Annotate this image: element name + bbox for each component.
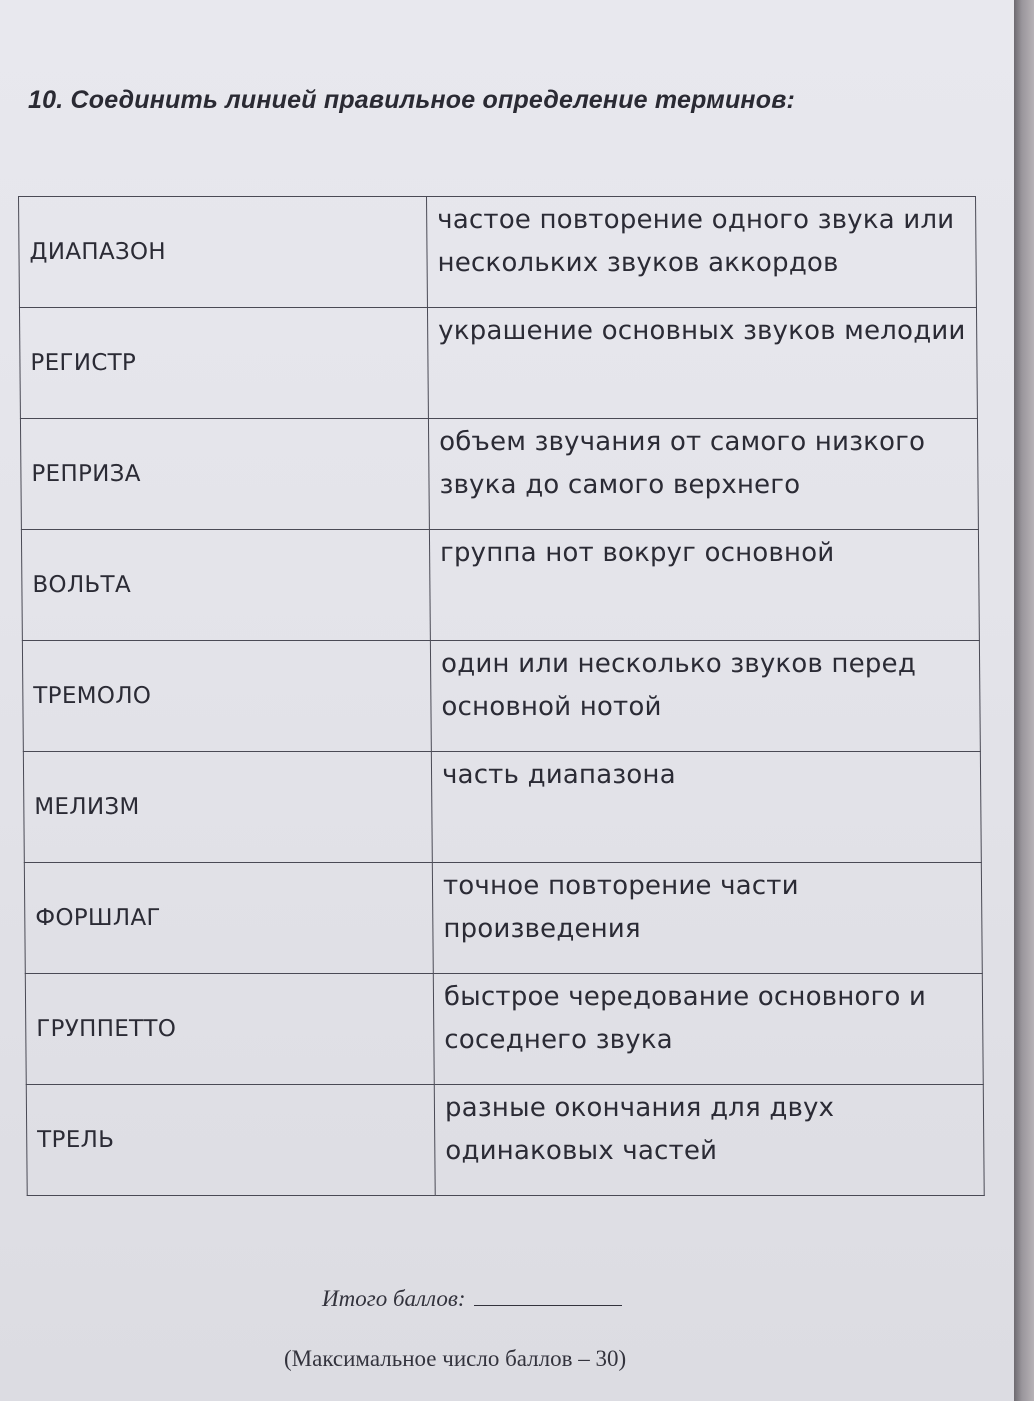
term-cell: РЕПРИЗА xyxy=(20,419,429,530)
task-heading: 10. Соединить линией правильное определение терминов: xyxy=(28,86,796,114)
table-row xyxy=(19,197,977,308)
definition-cell: объем звучания от самого низкого звука до самого верхнего xyxy=(428,419,978,530)
total-score-line xyxy=(322,1286,622,1312)
total-score-label: Итого баллов: xyxy=(322,1286,466,1311)
term-cell: ГРУППЕТТО xyxy=(25,974,434,1085)
term-cell: ТРЕМОЛО xyxy=(22,641,431,752)
table-row xyxy=(21,530,979,641)
table-row xyxy=(20,419,978,530)
table-row xyxy=(24,863,982,974)
definition-cell: точное повторение части произведения xyxy=(432,863,982,974)
term-cell: ТРЕЛЬ xyxy=(26,1085,435,1196)
table-row xyxy=(25,974,983,1085)
term-cell: ВОЛЬТА xyxy=(21,530,430,641)
table-row xyxy=(23,752,981,863)
table-row xyxy=(19,308,977,419)
background-surface xyxy=(1014,0,1034,1401)
definition-cell: разные окончания для двух одинаковых частей xyxy=(434,1085,984,1196)
definition-cell: один или несколько звуков перед основной нотой xyxy=(430,641,980,752)
definition-cell: быстрое чередование основного и соседнего звука xyxy=(433,974,983,1085)
term-cell: МЕЛИЗМ xyxy=(23,752,432,863)
matching-table xyxy=(18,196,985,1196)
table-row xyxy=(26,1085,984,1196)
definition-cell: часть диапазона xyxy=(431,752,981,863)
table-row xyxy=(22,641,980,752)
term-cell: РЕГИСТР xyxy=(19,308,428,419)
definition-cell: украшение основных звуков мелодии xyxy=(427,308,977,419)
term-cell: ФОРШЛАГ xyxy=(24,863,433,974)
max-score-note: (Максимальное число баллов – 30) xyxy=(284,1346,627,1371)
definition-cell: группа нот вокруг основной xyxy=(429,530,979,641)
definition-cell: частое повторение одного звука или нескольких звуков аккордов xyxy=(427,197,977,308)
score-blank[interactable] xyxy=(474,1287,622,1306)
term-cell: ДИАПАЗОН xyxy=(19,197,428,308)
